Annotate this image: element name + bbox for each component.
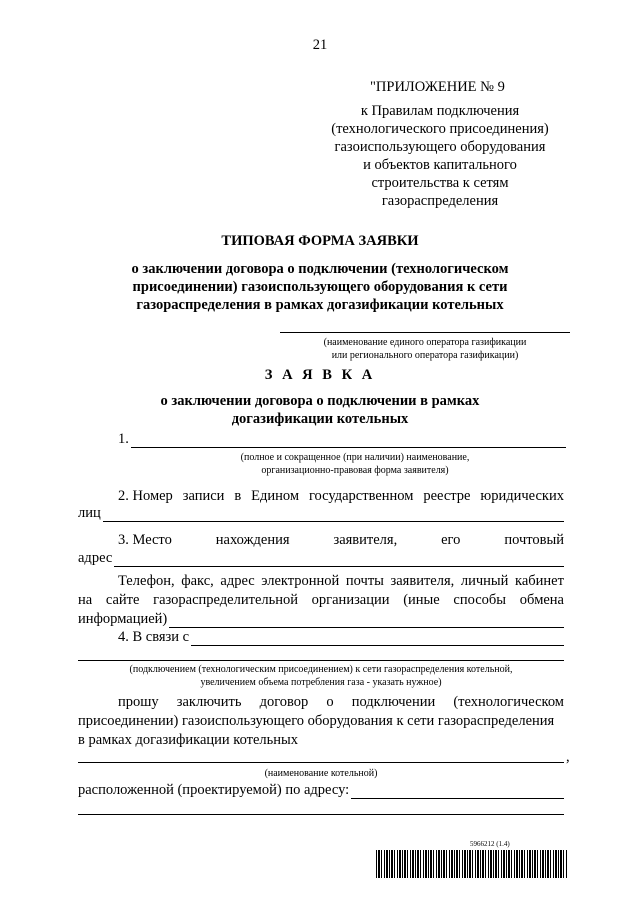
appendix-line: газораспределения	[381, 193, 499, 209]
address-row	[78, 781, 564, 799]
item2-label: лиц	[78, 505, 101, 521]
form-subtitle	[0, 260, 640, 314]
appendix-title: "ПРИЛОЖЕНИЕ № 9	[370, 79, 505, 95]
applicant-name-field[interactable]	[131, 433, 566, 448]
item2-line2	[78, 504, 564, 522]
item1-number: 1.	[118, 431, 129, 447]
contacts-word: почты	[345, 573, 384, 589]
item3-label: адрес	[78, 550, 113, 566]
contacts-word: организации	[311, 592, 390, 608]
appendix-block	[310, 102, 570, 210]
appendix-line: и объектов капитального	[363, 157, 517, 173]
trailing-comma: ,	[566, 749, 570, 765]
item3-word: почтовый	[504, 532, 564, 548]
item2-word: записи	[182, 488, 225, 504]
operator-caption-line: или регионального оператора газификации)	[331, 350, 519, 361]
boiler-name-field[interactable]	[78, 762, 564, 763]
request-word: прошу	[118, 694, 159, 710]
item4-row	[118, 628, 564, 646]
appendix-line: (технологического присоединения)	[331, 121, 549, 137]
request-subtitle-line: догазификации котельных	[231, 411, 409, 427]
request-line3: в рамках догазификации котельных	[78, 732, 299, 748]
reason-field-continued[interactable]	[78, 660, 564, 661]
request-word: договор	[259, 694, 309, 710]
postal-address-field[interactable]	[114, 552, 564, 567]
contacts-word: (иные	[403, 592, 440, 608]
item1-caption	[160, 451, 550, 477]
contacts-word: факс,	[181, 573, 214, 589]
appendix-line: газоиспользующего оборудования	[334, 139, 546, 155]
item2-word: юридических	[480, 488, 564, 504]
item4-caption-line: увеличением объема потребления газа - указать нужное)	[200, 677, 442, 688]
request-word: (технологическом	[453, 694, 564, 710]
form-title: ТИПОВАЯ ФОРМА ЗАЯВКИ	[221, 233, 419, 249]
item1-caption-line: организационно-правовая форма заявителя)	[261, 465, 449, 476]
request-word: подключении	[351, 694, 436, 710]
item1-row	[118, 430, 566, 448]
appendix-line: к Правилам подключения	[360, 103, 520, 119]
item2-word: 2. Номер	[118, 488, 173, 504]
contacts-word: кабинет	[515, 573, 564, 589]
item3-word: заявителя,	[333, 532, 398, 548]
contacts-label: информацией)	[78, 611, 168, 627]
item1-caption-line: (полное и сокращенное (при наличии) наименование,	[240, 452, 470, 463]
item4-caption-line: (подключением (технологическим присоединением) к сети газораспределения котельной,	[129, 664, 513, 675]
item2-word: Едином	[251, 488, 300, 504]
contacts-word: на	[78, 592, 93, 608]
contacts-line2	[78, 591, 564, 609]
boiler-caption: (наименование котельной)	[264, 768, 378, 779]
operator-caption-line: (наименование единого оператора газификации	[323, 337, 527, 348]
request-title: З А Я В К А	[264, 367, 376, 383]
contacts-line3	[78, 610, 564, 628]
request-line1	[118, 693, 564, 711]
item3-word: его	[441, 532, 461, 548]
item4-label: 4. В связи с	[118, 629, 190, 645]
item4-caption	[78, 663, 564, 689]
form-subtitle-line: присоединении) газоиспользующего оборудования к сети	[132, 279, 508, 295]
appendix-line: строительства к сетям	[371, 175, 509, 191]
contacts-word: электронной	[261, 573, 340, 589]
request-subtitle	[0, 392, 640, 428]
item2-word: государственном	[308, 488, 414, 504]
contacts-word: заявителя,	[390, 573, 455, 589]
contacts-word: сайте	[105, 592, 140, 608]
document-code: 5966212 (1.4)	[470, 840, 510, 848]
form-subtitle-line: газораспределения в рамках догазификации котельных	[136, 297, 504, 313]
contacts-word: газораспределительной	[153, 592, 298, 608]
address-label: расположенной (проектируемой) по адресу:	[78, 782, 350, 798]
boiler-address-field[interactable]	[351, 784, 564, 799]
contacts-word: личный	[460, 573, 509, 589]
boiler-address-field-continued[interactable]	[78, 814, 564, 815]
item2-word: в	[234, 488, 242, 504]
registry-number-field[interactable]	[103, 507, 564, 522]
item3-word: 3. Место	[118, 532, 172, 548]
contacts-word: Телефон,	[118, 573, 175, 589]
operator-caption	[280, 336, 570, 362]
request-line2: присоединении) газоиспользующего оборудования к сети газораспределения	[78, 713, 555, 729]
operator-name-field[interactable]	[280, 332, 570, 333]
page-number: 21	[312, 37, 328, 53]
item3-word: нахождения	[215, 532, 290, 548]
item2-line1	[118, 487, 564, 505]
reason-field[interactable]	[191, 631, 564, 646]
contacts-line1	[118, 572, 564, 590]
contacts-word: способы	[453, 592, 507, 608]
contacts-word: адрес	[220, 573, 255, 589]
barcode-image	[376, 850, 568, 878]
contact-info-field[interactable]	[169, 613, 564, 628]
request-word: о	[326, 694, 334, 710]
item2-word: реестре	[423, 488, 471, 504]
request-subtitle-line: о заключении договора о подключении в рамках	[160, 393, 480, 409]
request-word: заключить	[176, 694, 242, 710]
contacts-word: обмена	[519, 592, 564, 608]
form-subtitle-line: о заключении договора о подключении (технологическом	[131, 261, 509, 277]
item3-line1	[118, 531, 564, 549]
item3-line2	[78, 549, 564, 567]
